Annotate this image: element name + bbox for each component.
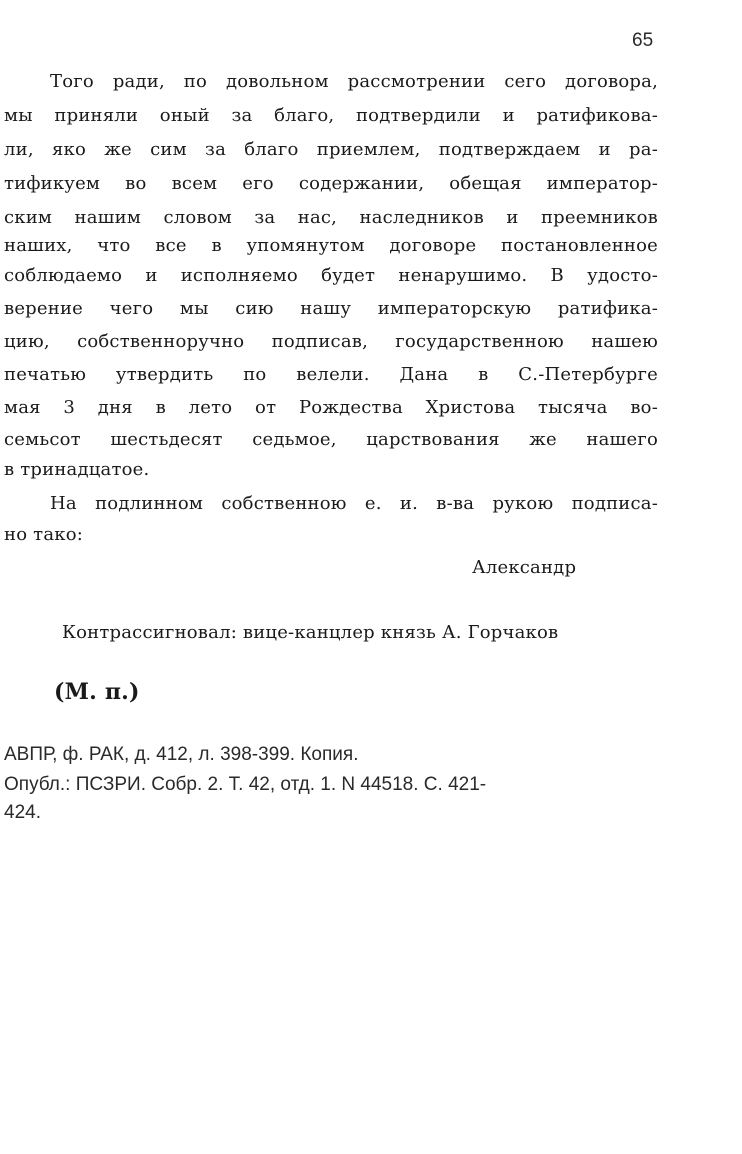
text-line: Того ради, по довольном рассмотрении сего договора,	[50, 71, 658, 92]
text-line: цию, собственноручно подписав, государственною нашею	[4, 331, 658, 352]
text-line: печатью утвердить по велели. Дана в С.-Петербурге	[4, 364, 658, 385]
text-line: в тринадцатое.	[4, 459, 150, 480]
text-line: верение чего мы сию нашу императорскую ратифика-	[4, 298, 658, 319]
text-line: мы приняли оный за благо, подтвердили и ратификова-	[4, 105, 658, 126]
seal-mark: (М. п.)	[54, 679, 140, 705]
text-line: На подлинном собственною е. и. в-ва рукою подписа-	[50, 493, 658, 514]
source-archive-line: АВПР, ф. РАК, д. 412, л. 398-399. Копия.	[4, 744, 359, 765]
text-line: ским нашим словом за нас, наследников и преемников	[4, 207, 658, 228]
page-number: 65	[632, 30, 654, 51]
source-publication-line: Опубл.: ПСЗРИ. Собр. 2. Т. 42, отд. 1. N 44518. С. 421-	[4, 774, 487, 795]
signature-name: Александр	[472, 557, 577, 578]
text-line: ли, яко же сим за благо приемлем, подтверждаем и ра-	[4, 139, 658, 160]
text-line: семьсот шестьдесят седьмое, царствования же нашего	[4, 429, 658, 450]
text-line: соблюдаемо и исполняемо будет ненарушимо. В удосто-	[4, 265, 658, 286]
text-line: наших, что все в упомянутом договоре постановленное	[4, 235, 658, 256]
source-publication-line-cont: 424.	[4, 802, 41, 823]
countersign-line: Контрассигновал: вице-канцлер князь А. Горчаков	[62, 622, 559, 643]
text-line: но тако:	[4, 524, 83, 545]
text-line: тификуем во всем его содержании, обещая император-	[4, 173, 658, 194]
text-line: мая 3 дня в лето от Рождества Христова тысяча во-	[4, 397, 658, 418]
